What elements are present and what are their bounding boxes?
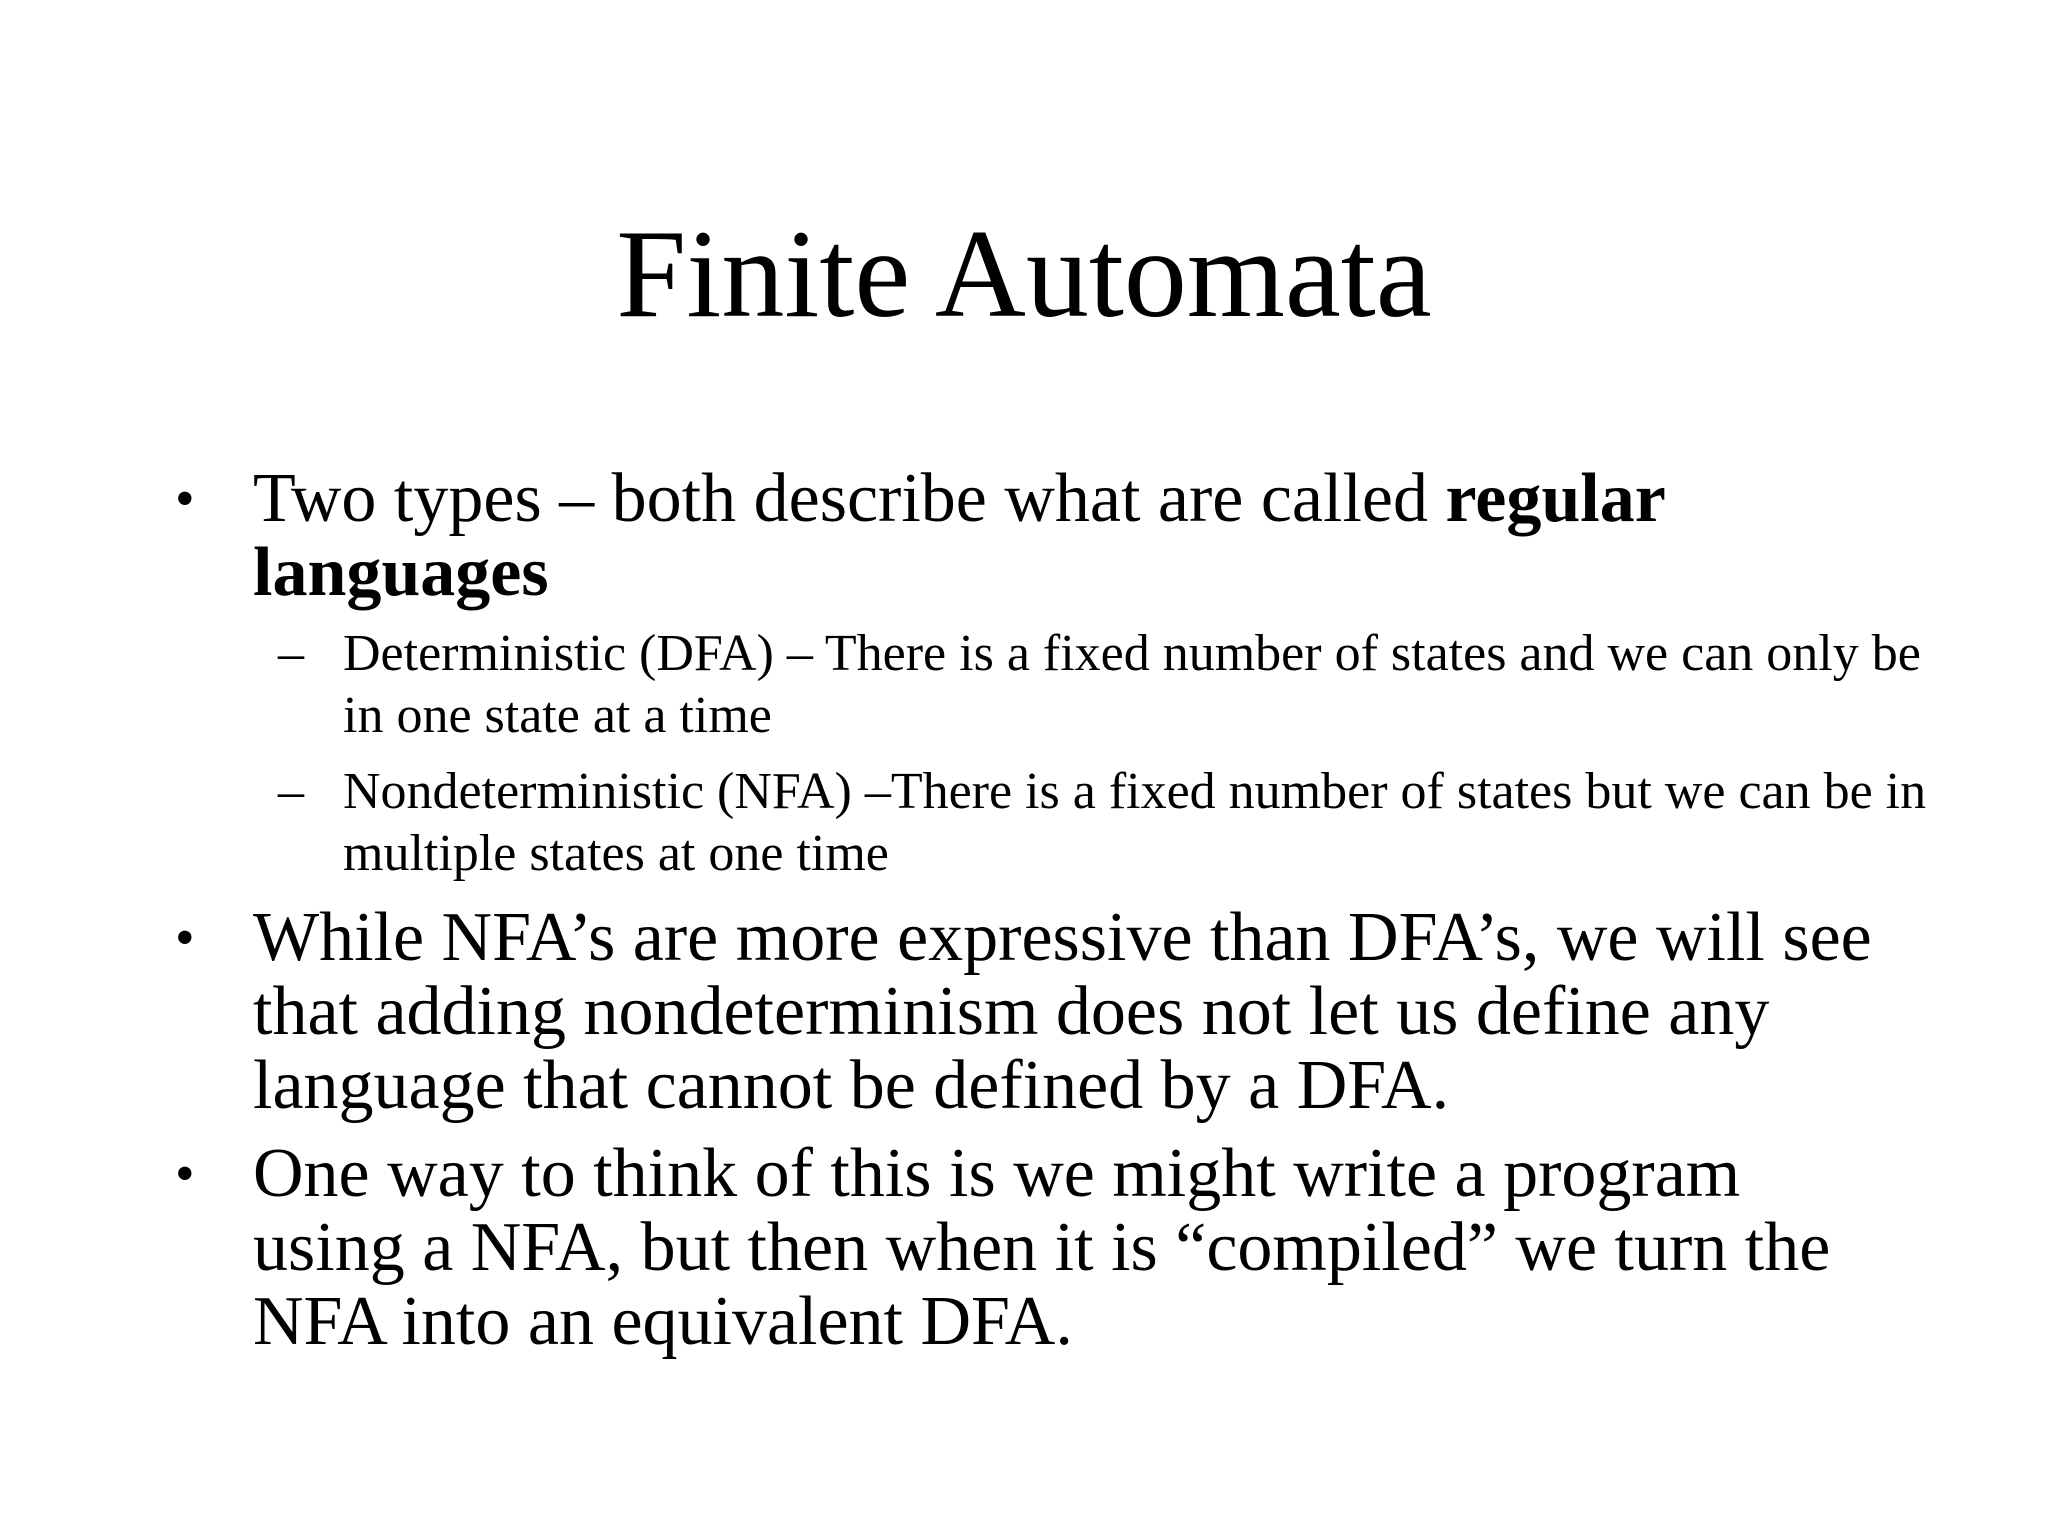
bullet-text: Two types – both describe what are called (253, 460, 1446, 537)
bullet-regular-languages (175, 460, 1903, 611)
bullet-text: One way to think of this is we might write a program using a NFA, but then when it is “compiled” we turn the NFA into an equivalent DFA. (253, 1135, 1831, 1360)
subbullet-nfa (278, 761, 1943, 885)
bullet-nfa-expressive (175, 899, 1903, 1124)
bullet-bold-term: regular languages (253, 460, 1665, 611)
subbullet-dfa (278, 623, 1943, 747)
bullet-compiled (175, 1135, 1903, 1360)
subbullet-text: Deterministic (DFA) – There is a fixed number of states and we can only be in one state at a time (343, 625, 1921, 744)
subbullet-marker: – (278, 763, 304, 820)
slide-title: Finite Automata (616, 205, 1432, 344)
bullet-marker: • (175, 907, 195, 969)
bullet-marker: • (175, 468, 195, 530)
subbullet-text: Nondeterministic (NFA) –There is a fixed number of states but we can be in multiple states at one time (343, 763, 1927, 882)
bullet-text: While NFA’s are more expressive than DFA’s, we will see that adding nondeterminism does not let us define any language that cannot be defined by a DFA. (253, 899, 1872, 1124)
bullet-marker: • (175, 1143, 195, 1205)
subbullet-marker: – (278, 625, 304, 682)
